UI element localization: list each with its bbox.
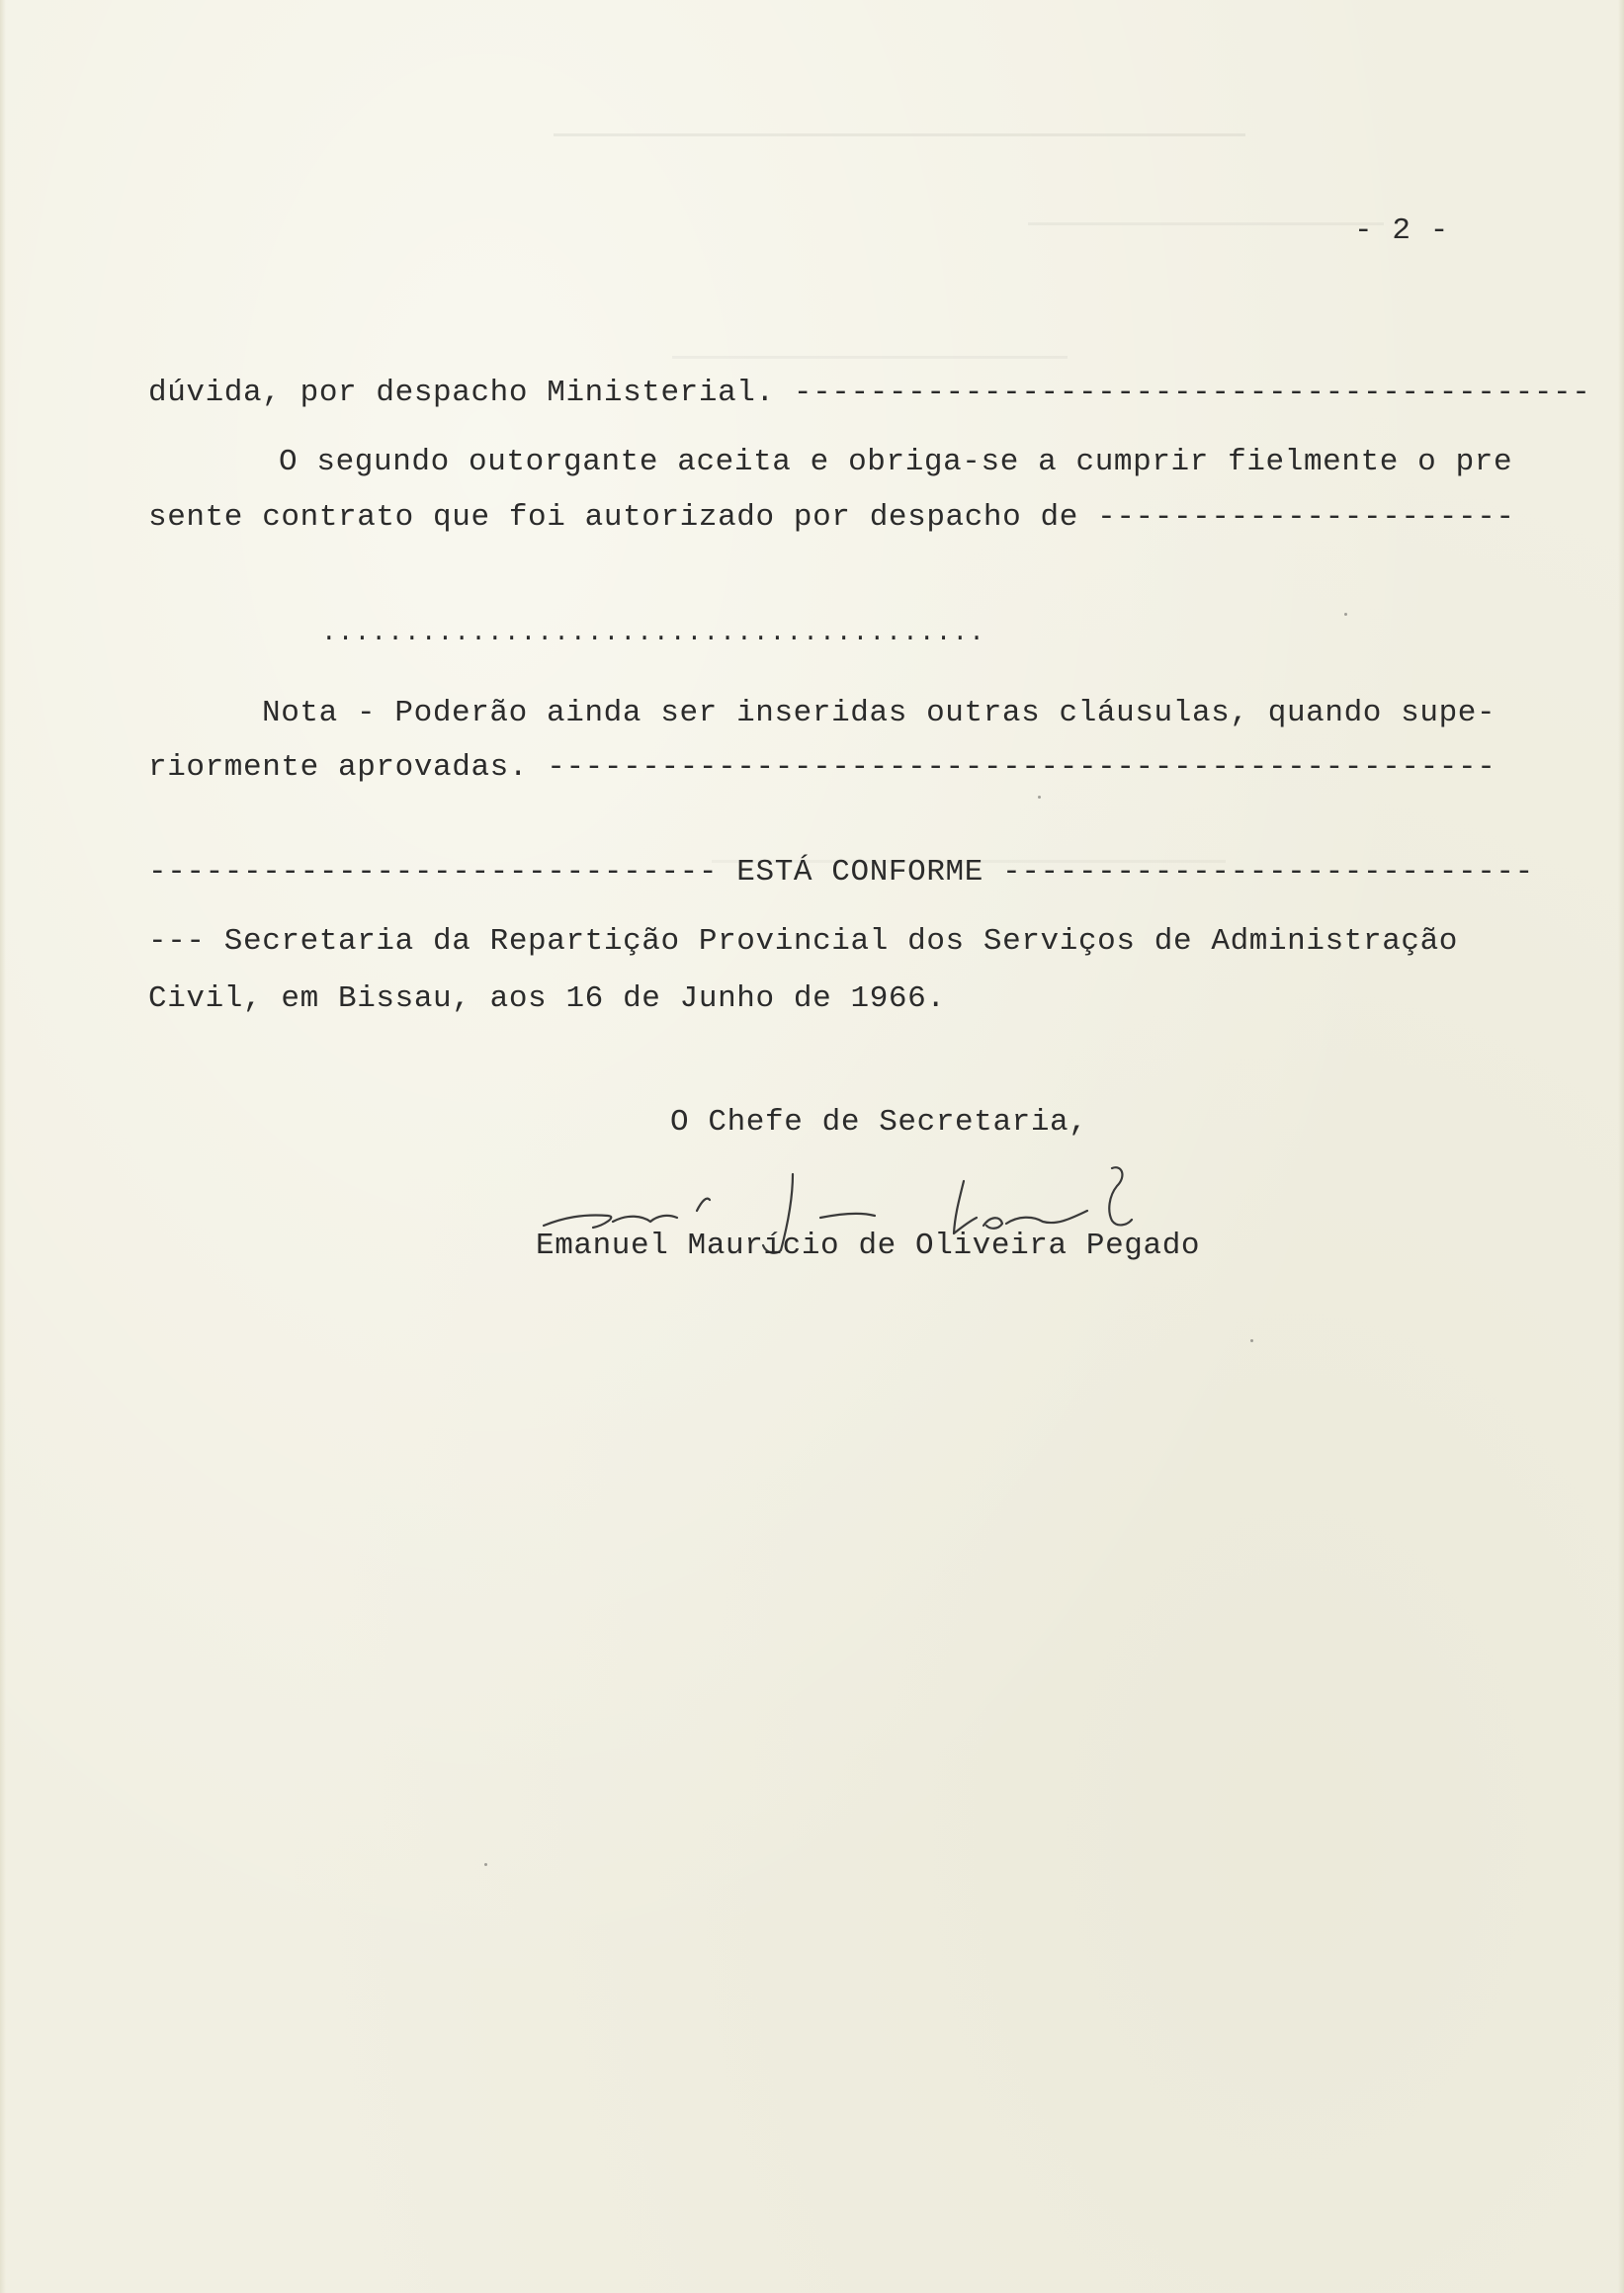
paper-speck — [1344, 613, 1347, 616]
note-line: riormente aprovadas. -------------------------------------------------- — [148, 750, 1496, 785]
bleed-through-mark — [1028, 222, 1384, 225]
bleed-through-mark — [672, 356, 1068, 359]
paper-speck — [1038, 796, 1041, 799]
conformity-heading: ------------------------------ ESTÁ CONFORME ---------------------------- — [148, 855, 1534, 890]
paper-speck — [484, 1863, 487, 1866]
bleed-through-mark — [554, 133, 1245, 136]
closing-line: --- Secretaria da Repartição Provincial dos Serviços de Administração — [148, 924, 1459, 959]
page-number: - 2 - — [1354, 213, 1450, 248]
paper-speck — [1250, 1339, 1253, 1342]
paper-edge-left — [0, 0, 6, 2293]
closing-line: Civil, em Bissau, aos 16 de Junho de 1966. — [148, 981, 946, 1016]
paragraph-line: sente contrato que foi autorizado por despacho de ---------------------- — [148, 500, 1515, 535]
dotted-blank-line: ........................................ — [321, 618, 986, 647]
note-line: Nota - Poderão ainda ser inseridas outras cláusulas, quando supe- — [262, 696, 1496, 730]
text-line: dúvida, por despacho Ministerial. ------------------------------------------ — [148, 376, 1591, 410]
paper-edge-right — [1618, 0, 1624, 2293]
paragraph-line: O segundo outorgante aceita e obriga-se a cumprir fielmente o pre — [279, 445, 1513, 479]
signatory-name: Emanuel Maurício de Oliveira Pegado — [536, 1229, 1201, 1263]
signatory-title: O Chefe de Secretaria, — [670, 1105, 1088, 1140]
